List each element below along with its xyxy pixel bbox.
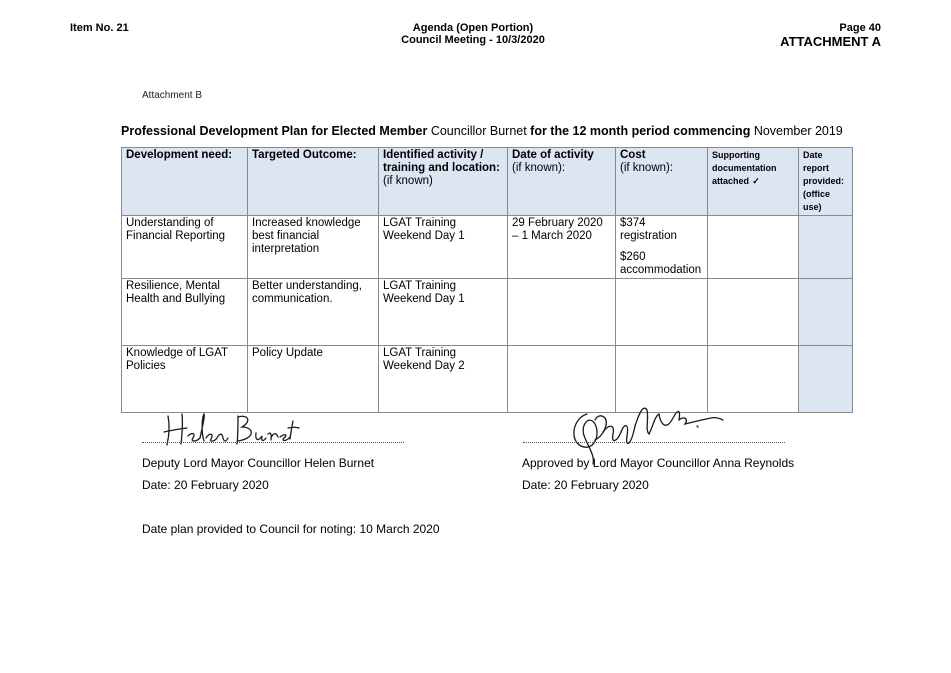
lord-mayor-approval: Approved by Lord Mayor Councillor Anna Reynolds [522,456,795,470]
table-row [122,279,853,346]
agenda-title: Agenda (Open Portion) [412,22,534,34]
cell-date [508,279,616,346]
cell-need: Knowledge of LGAT Policies [122,346,248,413]
cell-supporting [708,216,799,279]
plan-title-prefix: Professional Development Plan for Elected Member [121,124,428,138]
plan-title-member: Councillor Burnet [427,124,531,138]
attachment-a-label: ATTACHMENT A [780,34,881,49]
plan-title-period: November 2019 [750,124,843,138]
plan-title [121,124,843,138]
attachment-b-label: Attachment B [142,90,203,101]
plan-title-middle: for the 12 month period commencing [530,124,751,138]
header-development-need: Development need: [122,148,248,216]
table-header-row [122,148,853,216]
deputy-lord-mayor-name: Deputy Lord Mayor Councillor Helen Burnet [142,456,375,470]
cost-registration: $374 registration [620,217,677,242]
cell-outcome: Policy Update [248,346,379,413]
meeting-date: Council Meeting - 10/3/2020 [401,34,545,46]
header-supporting-documentation: Supporting documentation attached ✓ [708,148,799,216]
header-date-of-activity: Date of activity (if known): [508,148,616,216]
header-targeted-outcome: Targeted Outcome: [248,148,379,216]
cell-outcome: Increased knowledge best financial interpretation [248,216,379,279]
cell-cost [616,279,708,346]
cell-office-use [799,279,853,346]
council-noting-date: Date plan provided to Council for noting: 10 March 2020 [142,522,440,536]
header-date-report-provided: Date report provided: (office use) [799,148,853,216]
tick-icon: ✓ [752,176,760,186]
cell-activity: LGAT Training Weekend Day 1 [379,279,508,346]
cell-office-use [799,216,853,279]
approval-date: Date: 20 February 2020 [522,478,649,492]
agenda-heading [350,22,596,46]
cell-need: Understanding of Financial Reporting [122,216,248,279]
signature-line-right [523,441,785,443]
development-plan-table [121,147,853,413]
cost-accommodation: $260 accommodation [620,251,702,276]
page-number: Page 40 [839,22,881,34]
deputy-signature-date: Date: 20 February 2020 [142,478,269,492]
cell-cost [616,216,708,279]
cell-date: 29 February 2020 – 1 March 2020 [508,216,616,279]
item-number: Item No. 21 [70,22,129,34]
header-identified-activity: Identified activity / training and location: (if known) [379,148,508,216]
table-row [122,216,853,279]
cell-outcome: Better understanding, communication. [248,279,379,346]
table-row [122,346,853,413]
cell-need: Resilience, Mental Health and Bullying [122,279,248,346]
cell-supporting [708,279,799,346]
cell-office-use [799,346,853,413]
cell-activity: LGAT Training Weekend Day 1 [379,216,508,279]
header-cost: Cost (if known): [616,148,708,216]
cell-activity: LGAT Training Weekend Day 2 [379,346,508,413]
signature-line-left [142,441,404,443]
page-info [780,22,881,49]
